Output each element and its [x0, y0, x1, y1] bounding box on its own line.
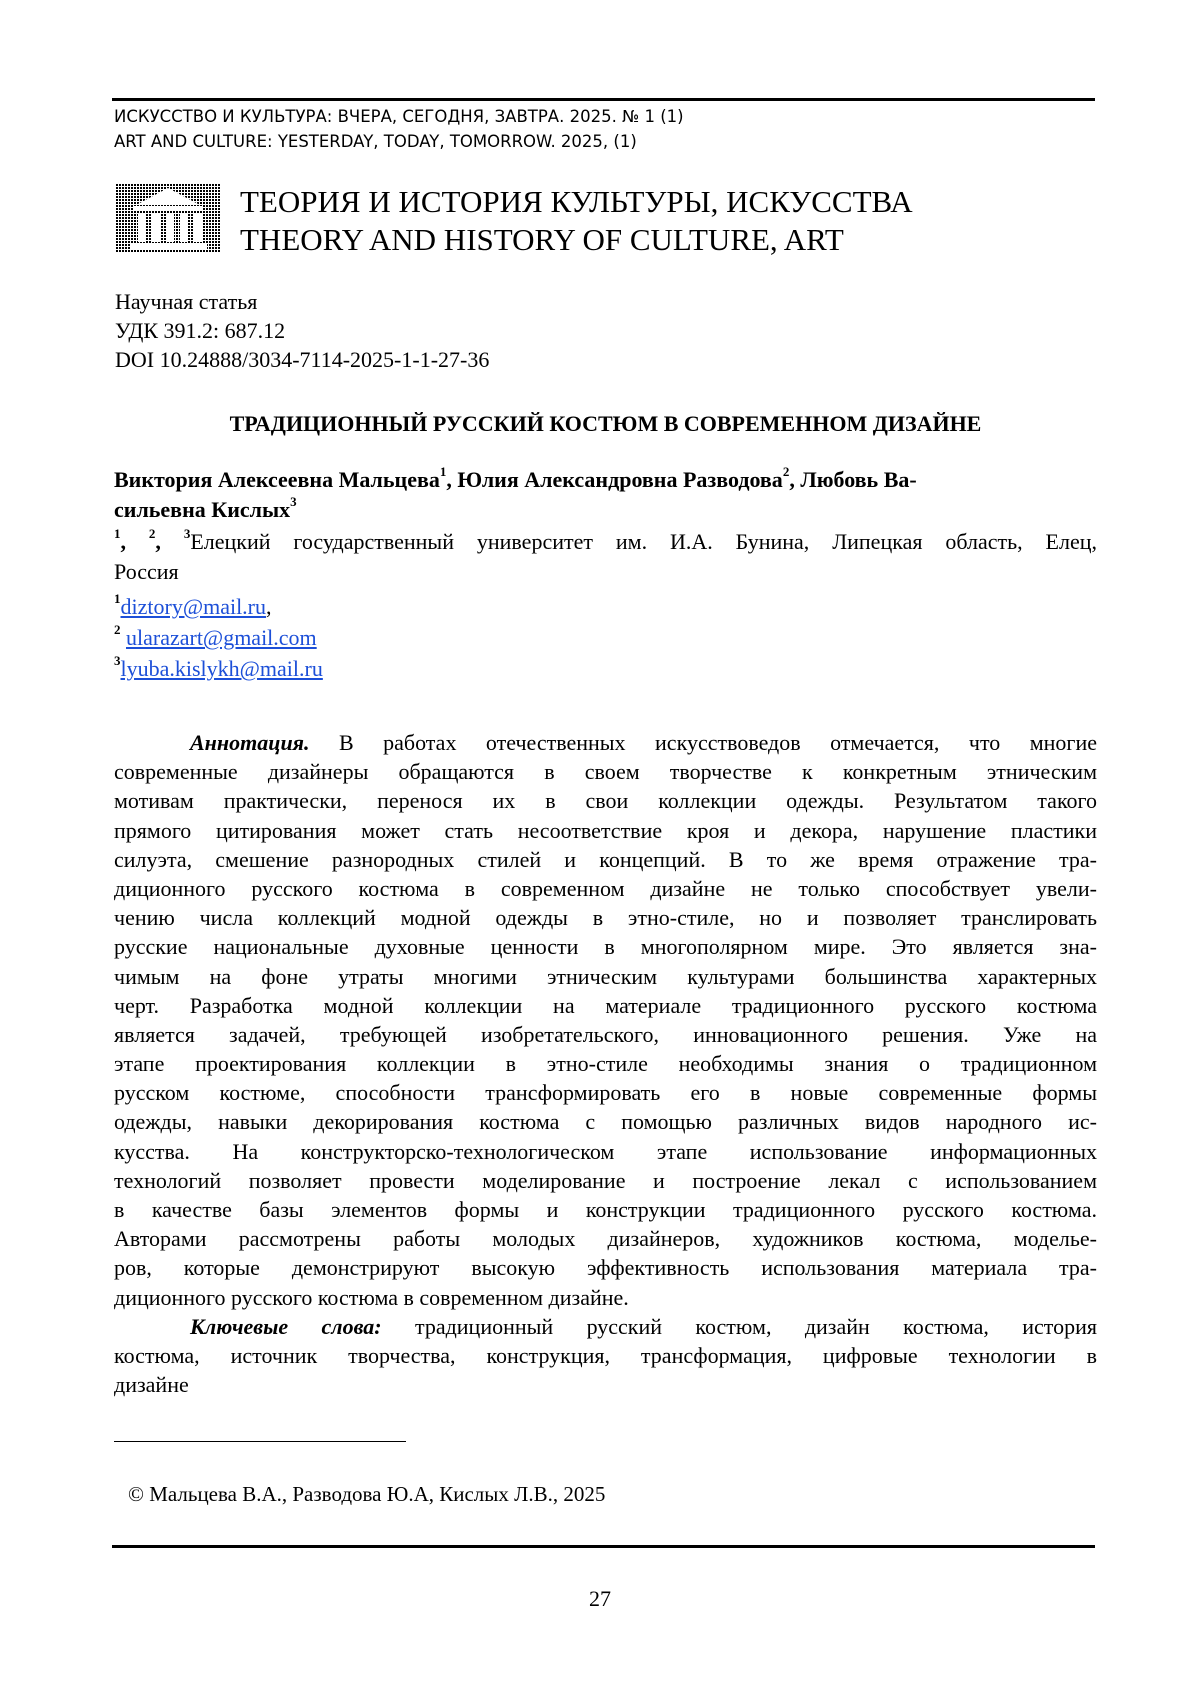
author-name: Юлия Александровна Разводова	[457, 467, 783, 492]
affiliation-separator: ,	[120, 529, 149, 554]
affiliation-index: 3	[183, 525, 191, 541]
author-list	[114, 465, 1097, 525]
abstract-line: Аннотация. В работах отечественных искусствоведов отмечается, что многие	[190, 730, 1097, 755]
doi: DOI 10.24888/3034-7114-2025-1-1-27-36	[115, 347, 490, 372]
abstract-line: в качестве базы элементов формы и конструкции традиционного русского костюма.	[114, 1197, 1097, 1222]
author-name: Виктория Алексеевна Мальцева	[114, 467, 440, 492]
journal-running-header	[114, 104, 684, 154]
section-heading	[240, 183, 913, 259]
keywords-line: костюма, источник творчества, конструкция, трансформация, цифровые технологии в	[114, 1342, 1097, 1368]
affiliation-line-1	[114, 527, 1097, 557]
abstract-line: русском костюме, способности трансформировать его в новые современные формы	[114, 1080, 1097, 1106]
email-list	[114, 591, 323, 684]
abstract-line: является задачей, требующей изобретательского, инновационного решения. Уже на	[114, 1021, 1097, 1047]
keywords-label: Ключевые слова:	[190, 1313, 382, 1339]
article-meta	[115, 287, 489, 374]
section-title-ru: ТЕОРИЯ И ИСТОРИЯ КУЛЬТУРЫ, ИСКУССТВА	[240, 184, 913, 219]
affiliation-text: Елецкий государственный университет им. И.А. Бунина, Липецкая область, Елец,	[190, 529, 1098, 554]
author-name: Любовь Ва-	[800, 467, 917, 492]
copyright-notice: © Мальцева В.А., Разводова Ю.А, Кислых Л.В., 2025	[128, 1482, 606, 1506]
abstract-line: диционного русского костюма в современном дизайне.	[114, 1284, 629, 1310]
abstract-line: ров, которые демонстрируют высокую эффективность использования материала тра-	[114, 1255, 1097, 1281]
author-separator: ,	[789, 467, 801, 492]
email-suffix: ,	[266, 594, 272, 619]
journal-title-ru: ИСКУССТВО И КУЛЬТУРА: ВЧЕРА, СЕГОДНЯ, ЗАВТРА. 2025. № 1 (1)	[114, 107, 684, 126]
keywords-line: Ключевые слова: традиционный русский костюм, дизайн костюма, история	[190, 1313, 1097, 1339]
author-index: 3	[290, 493, 297, 509]
footnote-rule	[114, 1441, 406, 1442]
affiliation	[114, 527, 1097, 587]
article-title: ТРАДИЦИОННЫЙ РУССКИЙ КОСТЮМ В СОВРЕМЕННОМ ДИЗАЙНЕ	[229, 411, 982, 436]
abstract-line: современные дизайнеры обращаются в своем творчестве к конкретным этническим	[114, 759, 1097, 785]
email-index: 1	[114, 590, 121, 606]
affiliation-separator: ,	[155, 529, 184, 554]
email-link[interactable]: lyuba.kislykh@mail.ru	[120, 656, 323, 681]
affiliation-index: 1	[114, 525, 121, 541]
abstract-line: чимым на фоне утраты многими этническим культурами большинства характерных	[114, 963, 1097, 989]
keywords-line: дизайне	[114, 1372, 189, 1398]
abstract-line: прямого цитирования может стать несоответствие кроя и декора, нарушение пластики	[114, 817, 1097, 843]
abstract-line: Авторами рассмотрены работы молодых дизайнеров, художников костюма, моделье-	[114, 1226, 1097, 1252]
email-index: 3	[114, 652, 121, 668]
abstract-line: силуэта, смешение разнородных стилей и концепций. В то же время отражение тра-	[114, 846, 1097, 872]
abstract-line: чению числа коллекций модной одежды в этно-стиле, но и позволяет транслировать	[114, 905, 1097, 931]
abstract-line: русские национальные духовные ценности в многополярном мире. Это является зна-	[114, 934, 1097, 960]
abstract-line: кусства. На конструкторско-технологическом этапе использование информационных	[114, 1138, 1097, 1164]
abstract-line: технологий позволяет провести моделирование и построение лекал с использованием	[114, 1167, 1097, 1193]
abstract-line: одежды, навыки декорирования костюма с помощью различных видов народного ис-	[114, 1109, 1097, 1135]
author-index: 1	[439, 463, 447, 479]
abstract-line: диционного русского костюма в современном дизайне не только способствует увели-	[114, 875, 1097, 901]
author-index: 2	[782, 463, 790, 479]
email-link[interactable]: diztory@mail.ru	[120, 594, 267, 619]
email-item	[114, 591, 323, 622]
author-name: сильевна Кислых	[114, 497, 291, 522]
abstract-label: Аннотация.	[190, 730, 310, 755]
page-number: 27	[589, 1586, 611, 1611]
affiliation-line-2: Россия	[114, 559, 179, 584]
header-rule	[112, 98, 1095, 101]
journal-title-en: ART AND CULTURE: YESTERDAY, TODAY, TOMORROW. 2025, (1)	[114, 132, 637, 151]
abstract-line: этапе проектирования коллекции в этно-стиле необходимы знания о традиционном	[114, 1051, 1097, 1077]
article-type: Научная статья	[115, 289, 258, 314]
abstract	[114, 728, 1097, 1399]
email-link[interactable]: ularazart@gmail.com	[126, 625, 317, 650]
footer-rule	[112, 1545, 1095, 1548]
abstract-line: черт. Разработка модной коллекции на материале традиционного русского костюма	[114, 992, 1097, 1018]
author-separator: ,	[446, 467, 458, 492]
author-line-1	[114, 465, 1097, 495]
section-title-en: THEORY AND HISTORY OF CULTURE, ART	[240, 222, 844, 257]
affiliation-index: 2	[148, 525, 156, 541]
udk-code: УДК 391.2: 687.12	[115, 318, 286, 343]
email-item	[114, 653, 323, 684]
email-index: 2	[114, 621, 121, 637]
columns-building-icon	[116, 184, 221, 252]
author-line-2	[114, 495, 1097, 525]
email-item	[114, 622, 323, 653]
abstract-line: мотивам практически, перенося их в свои коллекции одежды. Результатом такого	[114, 788, 1097, 814]
